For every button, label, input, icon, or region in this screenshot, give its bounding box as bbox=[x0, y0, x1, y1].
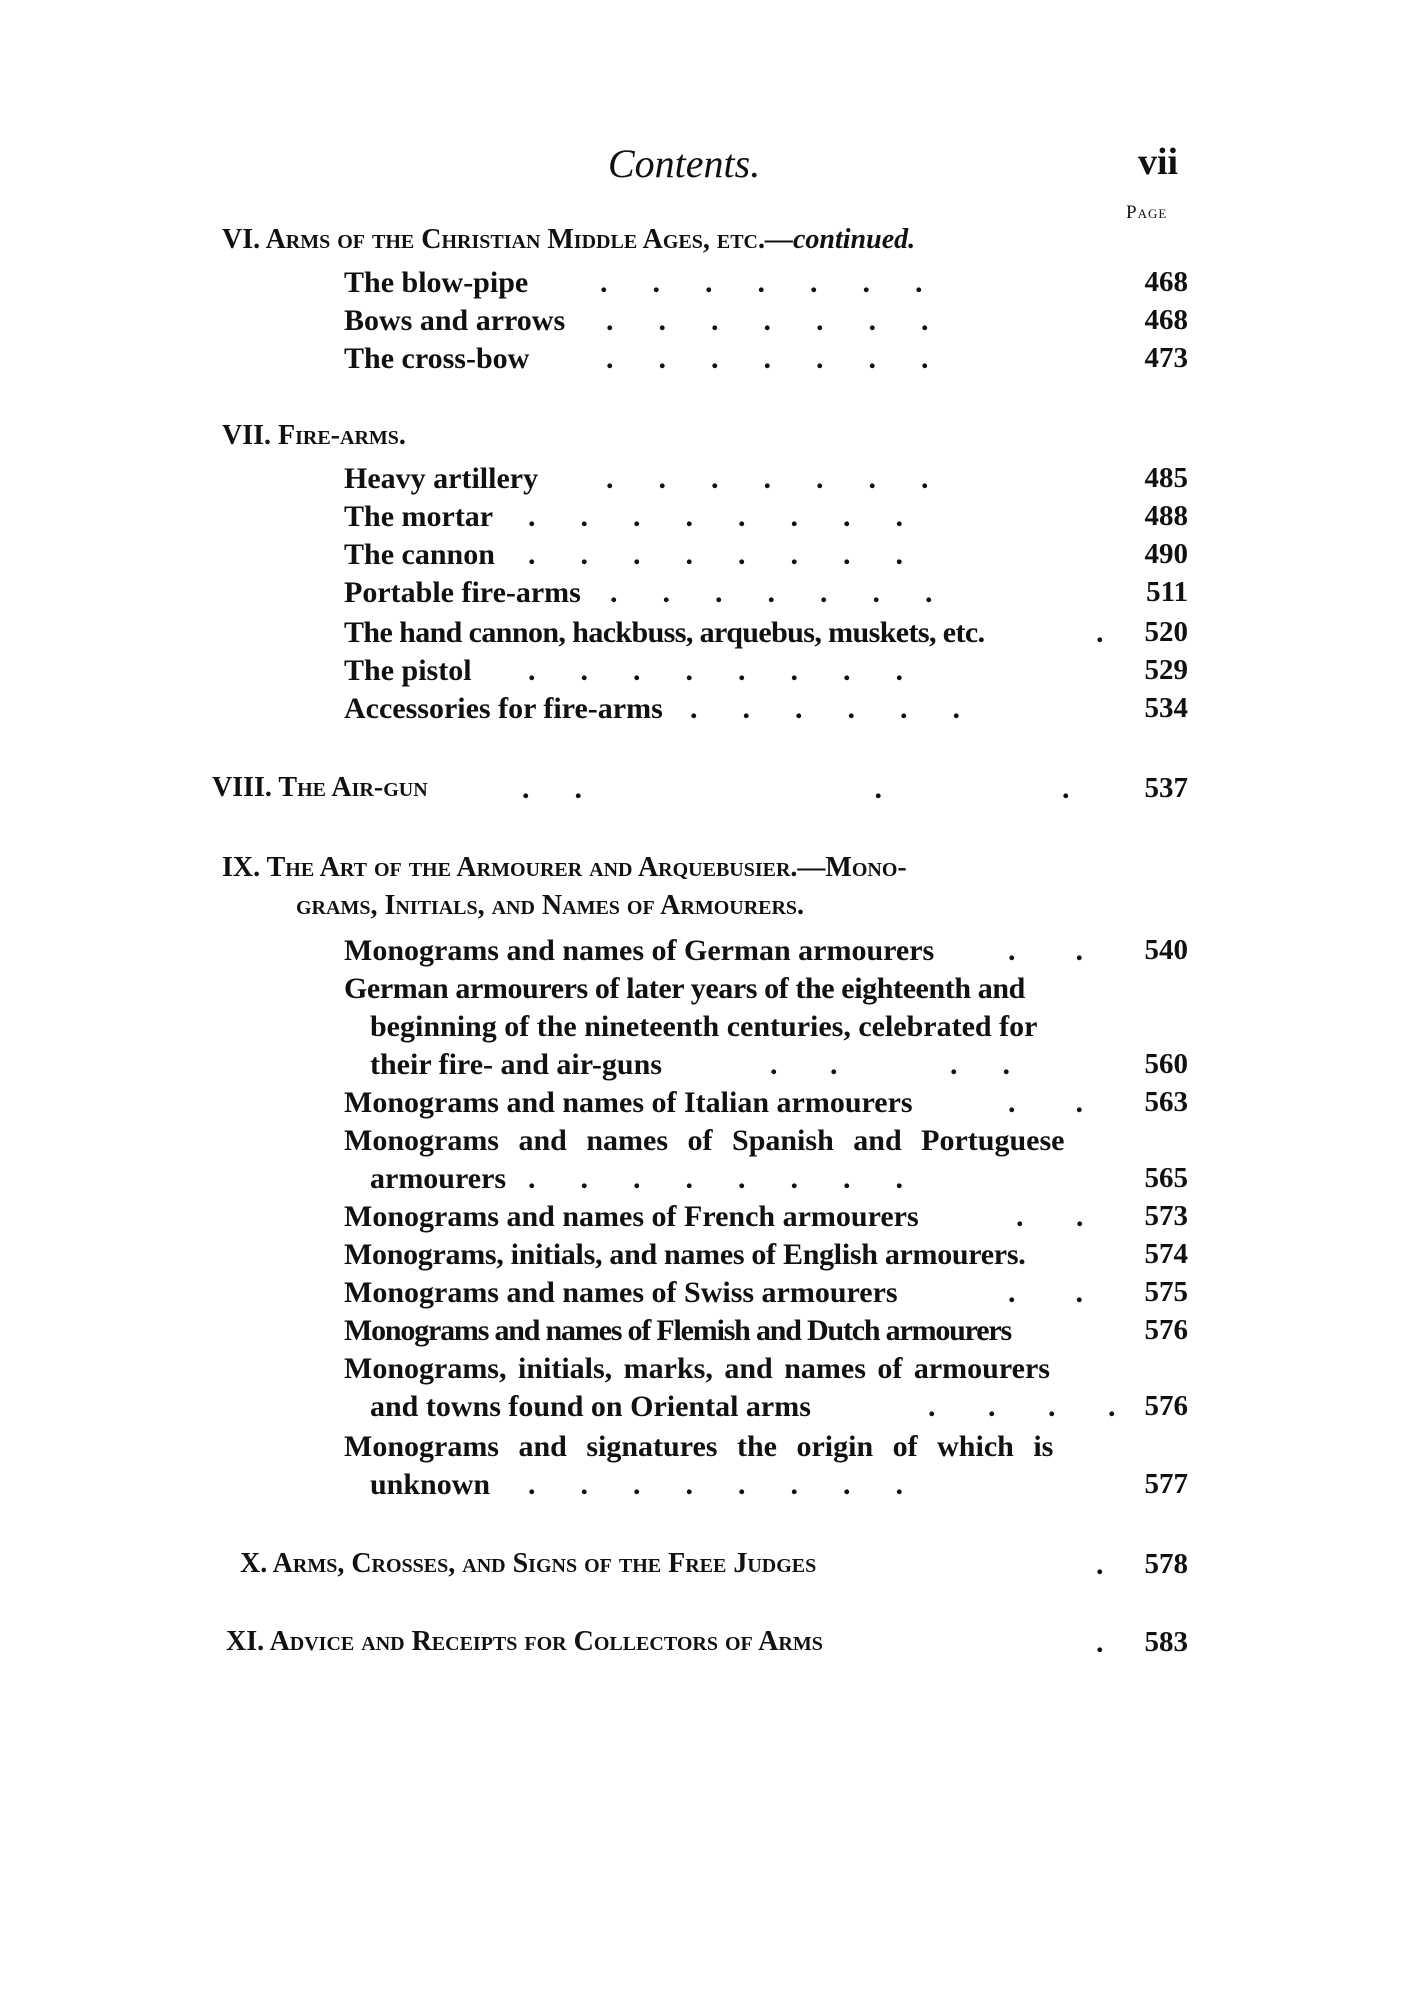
entry-page: 534 bbox=[1144, 692, 1188, 724]
entry-page: 540 bbox=[1144, 934, 1188, 966]
entry-page: 473 bbox=[1144, 342, 1188, 374]
entry-label: The cannon bbox=[344, 538, 495, 571]
leader-dots: . . . . . . . . bbox=[528, 500, 903, 533]
entry-label: The mortar bbox=[344, 500, 494, 533]
entry-label: Monograms and names of Italian armourers bbox=[344, 1086, 913, 1119]
entry-page: 485 bbox=[1144, 462, 1188, 494]
leader-dots: . bbox=[1096, 616, 1104, 649]
leader-dots: . . . . . . . bbox=[606, 342, 929, 375]
entry-page: 583 bbox=[1144, 1626, 1188, 1658]
entry-page: 468 bbox=[1144, 304, 1188, 336]
entry-label: Monograms and names of Flemish and Dutch armourers bbox=[344, 1314, 1011, 1347]
section-heading-vi: VI. Arms of the Christian Middle Ages, etc.—continued. bbox=[222, 224, 916, 255]
page-number: vii bbox=[1138, 141, 1179, 183]
leader-dots: . . . . . . . bbox=[606, 462, 929, 495]
entry-label: The cross-bow bbox=[344, 342, 530, 375]
section-heading-x: X. Arms, Crosses, and Signs of the Free Judges bbox=[240, 1548, 817, 1579]
entry-label-cont: beginning of the nineteenth centuries, celebrated for bbox=[370, 1010, 1038, 1043]
leader-dots: . . . . . . . bbox=[600, 266, 923, 299]
entry-page: 511 bbox=[1146, 576, 1188, 608]
entry-label: The pistol bbox=[344, 654, 472, 687]
section-heading-viii: VIII. The Air-gun bbox=[212, 772, 428, 803]
entry-page: 576 bbox=[1144, 1390, 1188, 1422]
entry-page: 488 bbox=[1144, 500, 1188, 532]
entry-label-cont: armourers bbox=[370, 1162, 507, 1195]
section-heading-ix: IX. The Art of the Armourer and Arquebusier.—Mono- bbox=[222, 852, 907, 883]
entry-label: Bows and arrows bbox=[344, 304, 566, 337]
entry-label-cont: and towns found on Oriental arms bbox=[370, 1390, 811, 1423]
entry-page: 573 bbox=[1144, 1200, 1188, 1232]
entry-label: The blow-pipe bbox=[344, 266, 529, 299]
entry-label: Portable fire-arms bbox=[344, 576, 581, 609]
entry-page: 563 bbox=[1144, 1086, 1188, 1118]
entry-page: 574 bbox=[1144, 1238, 1188, 1270]
leader-dots: . . bbox=[1016, 1200, 1084, 1233]
entry-page: 575 bbox=[1144, 1276, 1188, 1308]
section-heading-xi: XI. Advice and Receipts for Collectors of Arms bbox=[226, 1626, 823, 1657]
leader-dots: . . . . . . . bbox=[610, 576, 933, 609]
leader-dots: . bbox=[1096, 1548, 1104, 1581]
entry-label: Accessories for fire-arms bbox=[344, 692, 663, 725]
section-heading-ix-cont: grams, Initials, and Names of Armourers. bbox=[296, 890, 805, 921]
leader-dots: . . . . bbox=[770, 1048, 1010, 1081]
leader-dots: . . bbox=[1008, 934, 1083, 967]
entry-label: Monograms, initials, marks, and names of armourers bbox=[344, 1352, 1050, 1385]
entry-page: 490 bbox=[1144, 538, 1188, 570]
page-title: Contents. bbox=[608, 141, 761, 186]
entry-page: 576 bbox=[1144, 1314, 1188, 1346]
entry-label: German armourers of later years of the eighteenth and bbox=[344, 972, 1025, 1005]
entry-label: Heavy artillery bbox=[344, 462, 539, 495]
entry-page: 565 bbox=[1144, 1162, 1188, 1194]
leader-dots: . . . . . . . . bbox=[528, 654, 903, 687]
entry-label: Monograms, initials, and names of English armourers. bbox=[344, 1238, 1026, 1271]
entry-page: 577 bbox=[1144, 1468, 1188, 1500]
page-column-label: Page bbox=[1126, 202, 1168, 223]
leader-dots: . . . . bbox=[928, 1390, 1116, 1423]
section-heading-vii: VII. Fire-arms. bbox=[222, 420, 406, 451]
leader-dots: . . . . . . . . bbox=[528, 538, 903, 571]
entry-label-cont: unknown bbox=[370, 1468, 491, 1501]
entry-label: Monograms and names of German armourers bbox=[344, 934, 935, 967]
leader-dots: . . . . . . . . bbox=[528, 1468, 903, 1501]
leader-dots: . bbox=[1096, 1626, 1104, 1659]
entry-label: The hand cannon, hackbuss, arquebus, muskets, etc. bbox=[344, 616, 985, 649]
entry-page: 560 bbox=[1144, 1048, 1188, 1080]
entry-label-cont: their fire- and air-guns bbox=[370, 1048, 662, 1081]
entry-page: 468 bbox=[1144, 266, 1188, 298]
entry-label: Monograms and names of French armourers bbox=[344, 1200, 919, 1233]
leader-dots: . . . . . . . bbox=[606, 304, 929, 337]
entry-page: 578 bbox=[1144, 1548, 1188, 1580]
leader-dots: . . bbox=[1008, 1086, 1083, 1119]
entry-label: Monograms and names of Spanish and Portuguese bbox=[344, 1124, 1065, 1157]
leader-dots: . . bbox=[1008, 1276, 1083, 1309]
entry-label: Monograms and names of Swiss armourers bbox=[344, 1276, 898, 1309]
entry-page: 520 bbox=[1144, 616, 1188, 648]
leader-dots: . . . . bbox=[522, 772, 1070, 805]
entry-page: 529 bbox=[1144, 654, 1188, 686]
entry-label: Monograms and signatures the origin of which is bbox=[344, 1430, 1054, 1463]
entry-page: 537 bbox=[1144, 772, 1188, 804]
leader-dots: . . . . . . bbox=[690, 692, 960, 725]
leader-dots: . . . . . . . . bbox=[528, 1162, 903, 1195]
